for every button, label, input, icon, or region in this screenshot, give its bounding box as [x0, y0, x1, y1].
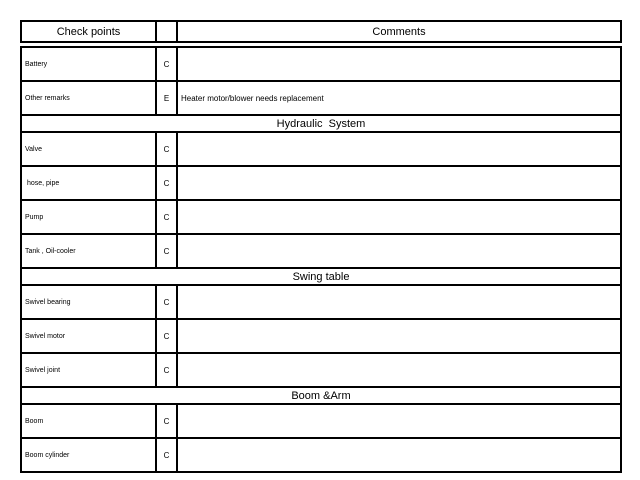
check-point-name: Boom cylinder [21, 438, 156, 472]
check-point-name: Swivel bearing [21, 285, 156, 319]
section-title: Hydraulic System [21, 115, 621, 132]
section-title: Boom &Arm [21, 387, 621, 404]
comment-cell[interactable] [177, 285, 621, 319]
section-title: Swing table [21, 268, 621, 285]
comment-cell[interactable] [177, 438, 621, 472]
comment-cell[interactable] [177, 234, 621, 268]
check-row [21, 438, 621, 472]
check-point-name: Battery [21, 47, 156, 81]
check-point-name: hose, pipe [21, 166, 156, 200]
check-row [21, 353, 621, 387]
comment-cell[interactable] [177, 132, 621, 166]
check-point-name: Valve [21, 132, 156, 166]
check-row [21, 47, 621, 81]
status-code: C [156, 404, 177, 438]
section-header-boom-arm [21, 387, 621, 404]
check-point-name: Swivel motor [21, 319, 156, 353]
status-code: C [156, 166, 177, 200]
check-row [21, 81, 621, 115]
section-header-hydraulic-system [21, 115, 621, 132]
check-point-name: Boom [21, 404, 156, 438]
check-row [21, 234, 621, 268]
status-code: C [156, 47, 177, 81]
check-row [21, 319, 621, 353]
status-code: C [156, 132, 177, 166]
inspection-sheet [20, 20, 620, 473]
status-code: C [156, 319, 177, 353]
status-code: C [156, 234, 177, 268]
comments-header: Comments [177, 21, 621, 42]
comment-cell[interactable]: Heater motor/blower needs replacement [177, 81, 621, 115]
comment-cell[interactable] [177, 353, 621, 387]
check-row [21, 132, 621, 166]
comment-cell[interactable] [177, 200, 621, 234]
comment-cell[interactable] [177, 47, 621, 81]
check-row [21, 200, 621, 234]
check-row [21, 404, 621, 438]
status-code: C [156, 200, 177, 234]
check-point-name: Pump [21, 200, 156, 234]
check-row [21, 285, 621, 319]
check-points-header: Check points [21, 21, 156, 42]
check-row [21, 166, 621, 200]
check-point-name: Swivel joint [21, 353, 156, 387]
comment-cell[interactable] [177, 166, 621, 200]
status-code: E [156, 81, 177, 115]
comment-cell[interactable] [177, 319, 621, 353]
code-header [156, 21, 177, 42]
status-code: C [156, 438, 177, 472]
header-row [21, 21, 621, 42]
comment-cell[interactable] [177, 404, 621, 438]
check-point-name: Other remarks [21, 81, 156, 115]
check-point-name: Tank , Oil-cooler [21, 234, 156, 268]
status-code: C [156, 353, 177, 387]
inspection-table [20, 20, 622, 473]
status-code: C [156, 285, 177, 319]
section-header-swing-table [21, 268, 621, 285]
